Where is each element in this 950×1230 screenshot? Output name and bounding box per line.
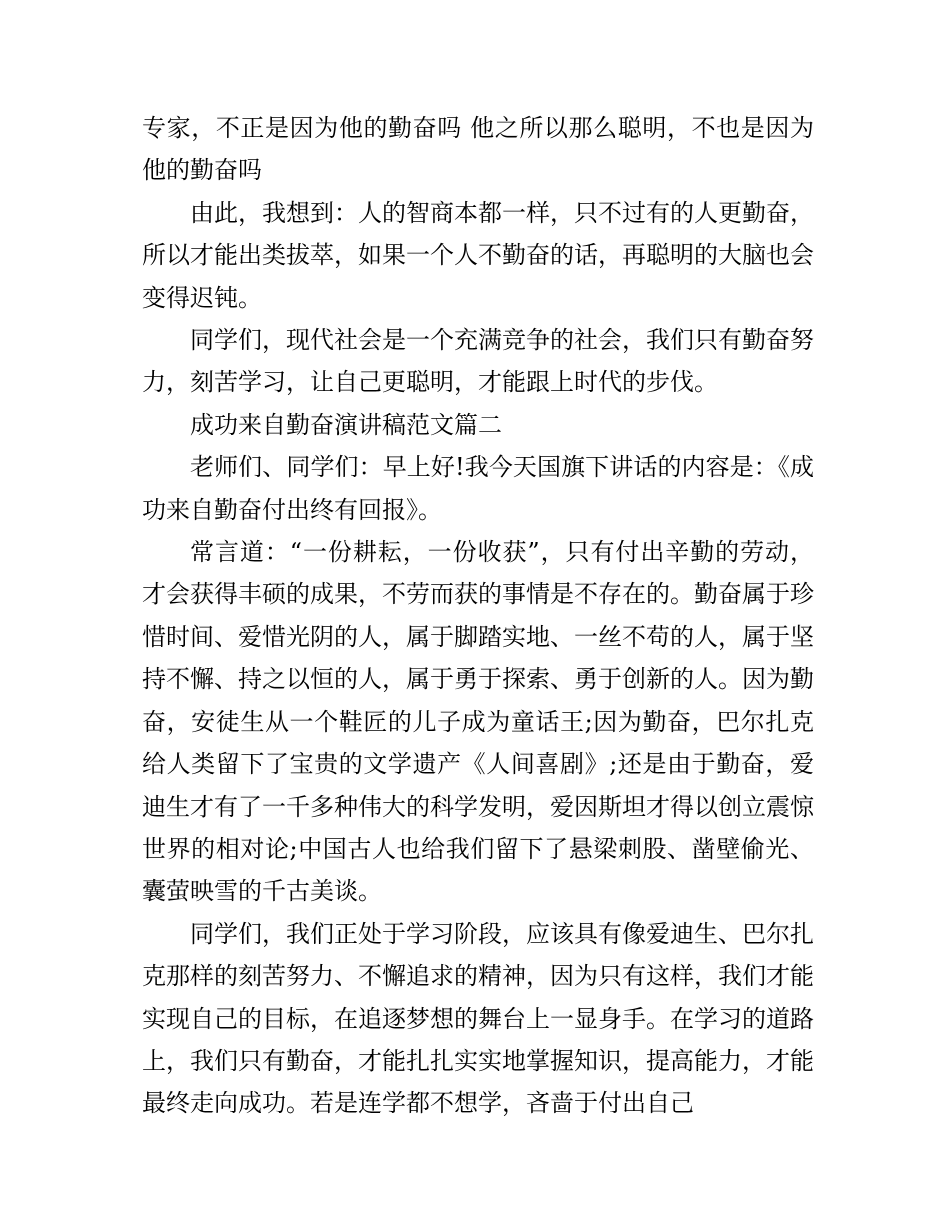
paragraph-intelligence: 由此，我想到：人的智商本都一样，只不过有的人更勤奋，所以才能出类拔萃，如果一个人不勤奋的话，再聪明的大脑也会变得迟钝。 xyxy=(142,198,814,312)
document-page xyxy=(142,107,814,1125)
paragraph-study: 同学们，我们正处于学习阶段，应该具有像爱迪生、巴尔扎克那样的刻苦努力、不懈追求的精神，因为只有这样，我们才能实现自己的目标，在追逐梦想的舞台上一显身手。在学习的道路上，我们只有勤奋，才能扎扎实实地掌握知识，提高能力，才能最终走向成功。若是连学都不想学，吝啬于付出自己 xyxy=(142,919,814,1118)
paragraph-greeting: 老师们、同学们：早上好!我今天国旗下讲话的内容是：《成功来自勤奋付出终有回报》。 xyxy=(142,453,814,524)
paragraph-continuation: 专家，不正是因为他的勤奋吗 他之所以那么聪明，不也是因为他的勤奋吗 xyxy=(142,114,814,185)
paragraph-competition: 同学们，现代社会是一个充满竞争的社会，我们只有勤奋努力，刻苦学习，让自己更聪明，才能跟上时代的步伐。 xyxy=(142,326,814,397)
section-heading: 成功来自勤奋演讲稿范文篇二 xyxy=(190,410,502,439)
paragraph-saying: 常言道：“一份耕耘，一份收获”，只有付出辛勤的劳动，才会获得丰硕的成果，不劳而获的事情是不存在的。勤奋属于珍惜时间、爱惜光阴的人，属于脚踏实地、一丝不苟的人，属于坚持不懈、持之以恒的人，属于勇于探索、勇于创新的人。因为勤奋，安徒生从一个鞋匠的儿子成为童话王;因为勤奋，巴尔扎克给人类留下了宝贵的文学遗产《人间喜剧》;还是由于勤奋，爱迪生才有了一千多种伟大的科学发明，爱因斯坦才得以创立震惊世界的相对论;中国古人也给我们留下了悬梁刺股、凿壁偷光、囊萤映雪的千古美谈。 xyxy=(142,538,814,906)
